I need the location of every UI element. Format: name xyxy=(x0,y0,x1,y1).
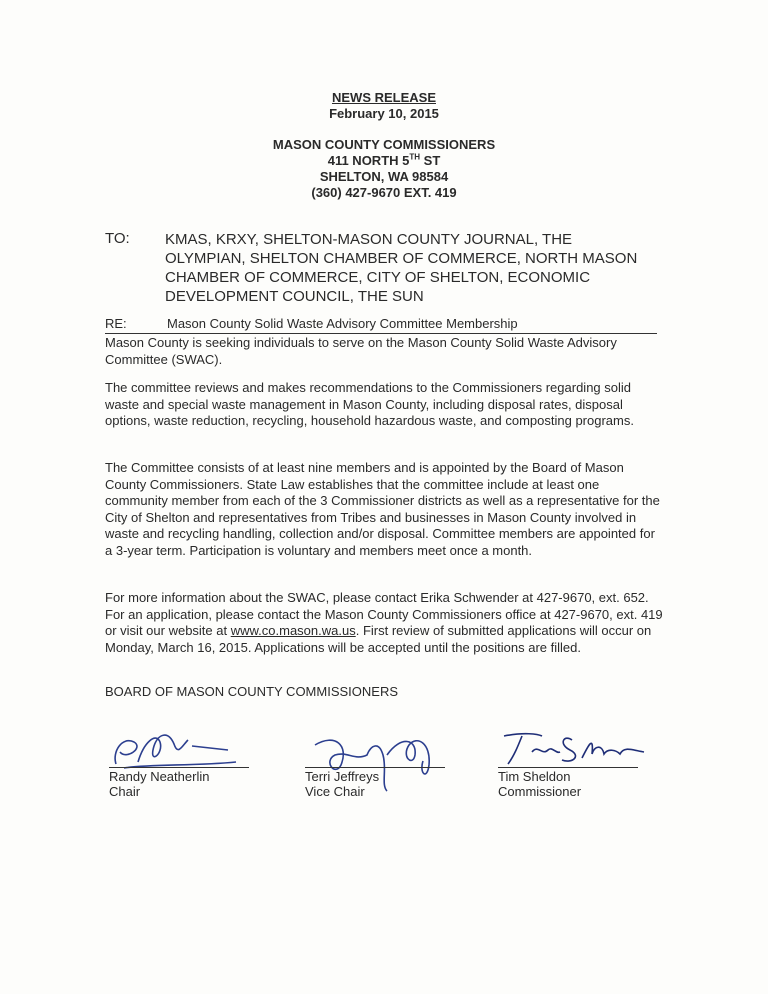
body-paragraph-2: The committee reviews and makes recommendations to the Commissioners regarding solid waste and special waste management in Mason County, including disposal rates, disposal options, waste reduction, recycling, household hazardous waste, and composting programs. xyxy=(105,380,634,428)
re-label: RE: xyxy=(105,316,127,331)
contact-text: For more information about the SWAC, please contact Erika Schwender at 427-9670, ext. 652. For an application, please contact the Mason County Commissioners office at 427-9670, ext. 419 or visit our website at xyxy=(105,590,663,638)
sender-phone: (360) 427-9670 EXT. 419 xyxy=(311,185,457,200)
street-ordinal: TH xyxy=(409,152,421,162)
to-recipients xyxy=(165,230,685,306)
signer-name: Randy Neatherlin xyxy=(109,769,210,784)
signature-line xyxy=(109,767,249,768)
board-signoff: BOARD OF MASON COUNTY COMMISSIONERS xyxy=(105,684,399,699)
signer-title: Chair xyxy=(109,784,141,799)
to-line: KMAS, KRXY, SHELTON-MASON COUNTY JOURNAL, THE xyxy=(165,231,573,248)
signer-title: Commissioner xyxy=(498,784,582,799)
body-paragraph-3: The Committee consists of at least nine members and is appointed by the Board of Mason County Commissioners. State Law establishes that the committee include at least one community member from each of the 3 Commissioner districts as well as a representative for the City of Shelton and representatives from Tribes and businesses in Mason County involved in waste and recycling handling, collection and/or disposal. Committee members are appointed for a 3-year term. Participation is voluntary and members meet once a month. xyxy=(105,460,660,558)
signature-randy xyxy=(108,722,248,772)
body-paragraph-1: Mason County is seeking individuals to serve on the Mason County Solid Waste Advisory Committee (SWAC). xyxy=(105,335,617,367)
street-number: 411 NORTH 5 xyxy=(327,153,410,168)
release-heading xyxy=(0,90,768,122)
re-line xyxy=(105,316,657,334)
signer-title: Vice Chair xyxy=(305,784,365,799)
sender-org: MASON COUNTY COMMISSIONERS xyxy=(272,137,496,152)
release-date: February 10, 2015 xyxy=(329,106,439,121)
body-paragraph-4 xyxy=(105,590,665,656)
signature-block-chair xyxy=(109,767,249,799)
sender-street xyxy=(0,153,768,169)
street-suffix: ST xyxy=(420,153,441,168)
sender-city: SHELTON, WA 98584 xyxy=(319,169,449,184)
release-title: NEWS RELEASE xyxy=(331,90,436,105)
signer-name: Tim Sheldon xyxy=(498,769,571,784)
signature-block-commissioner xyxy=(498,767,638,799)
signature-line xyxy=(305,767,445,768)
to-line: CHAMBER OF COMMERCE, CITY OF SHELTON, ECONOMIC xyxy=(165,269,591,286)
to-line: OLYMPIAN, SHELTON CHAMBER OF COMMERCE, NORTH MASON xyxy=(165,250,638,267)
to-label: TO: xyxy=(105,230,130,247)
website-link[interactable]: www.co.mason.wa.us xyxy=(230,623,356,638)
signature-block-vice-chair xyxy=(305,767,445,799)
review-text: . First review of submitted applications will occur on Monday, March 16, 2015. Applications will be accepted until the positions are filled. xyxy=(105,623,652,655)
signature-tim xyxy=(498,724,648,768)
signature-line xyxy=(498,767,638,768)
sender-address-block xyxy=(0,137,768,201)
signer-name: Terri Jeffreys xyxy=(305,769,380,784)
re-subject: Mason County Solid Waste Advisory Committee Membership xyxy=(167,316,518,331)
to-line: DEVELOPMENT COUNCIL, THE SUN xyxy=(165,288,424,305)
